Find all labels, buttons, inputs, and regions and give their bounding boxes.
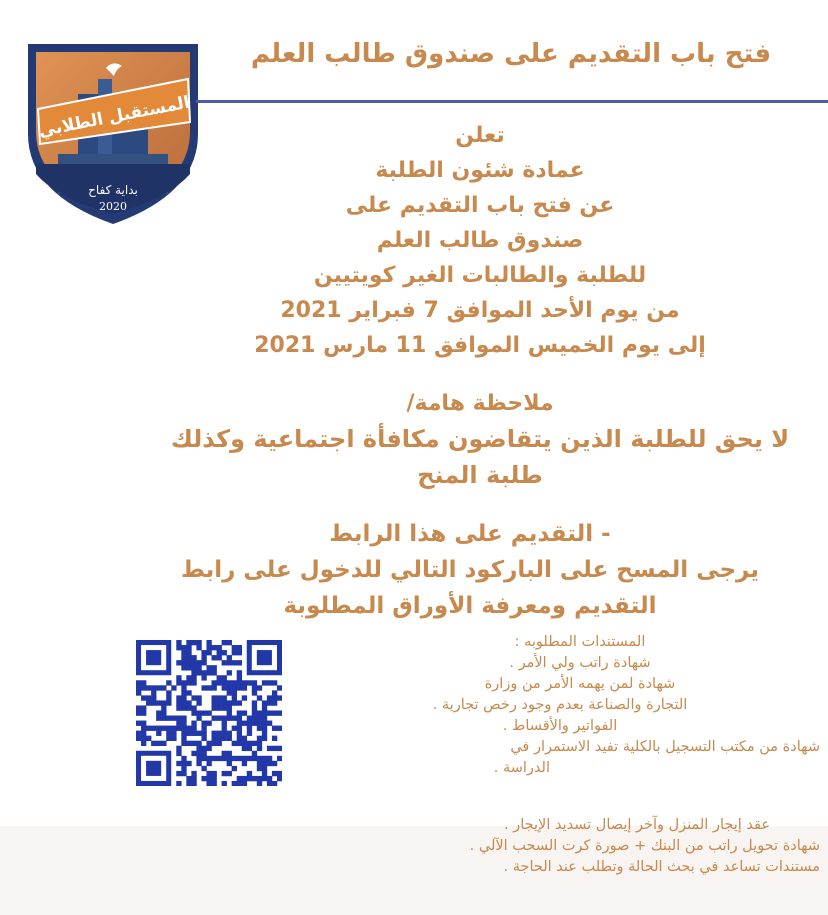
divider-line: [196, 100, 828, 103]
note-body: [150, 421, 810, 493]
apply-instructions: [120, 516, 820, 624]
announcement-line: إلى يوم الخميس الموافق 11 مارس 2021: [254, 333, 706, 358]
documents-list: [300, 632, 820, 779]
announcement-line: للطلبة والطالبات الغير كويتيين: [313, 263, 647, 288]
announcement-line: صندوق طالب العلم: [376, 228, 584, 253]
logo-slogan: بداية كفاح: [88, 183, 138, 197]
note-heading: ملاحظة هامة/: [406, 391, 554, 416]
documents-list-continued: [300, 815, 820, 878]
documents-item: الفواتير والأقساط .: [502, 718, 618, 734]
announcement-line: من يوم الأحد الموافق 7 فبراير 2021: [280, 298, 680, 323]
qr-code-icon[interactable]: [136, 640, 282, 786]
note-line: لا يحق للطلبة الذين يتقاضون مكافأة اجتماعية وكذلك: [170, 425, 790, 453]
documents-item: شهادة راتب ولي الأمر .: [509, 655, 651, 671]
apply-line: التقديم ومعرفة الأوراق المطلوبة: [283, 593, 657, 619]
page-title: فتح باب التقديم على صندوق طالب العلم: [250, 39, 772, 69]
logo-year: 2020: [99, 200, 127, 213]
apply-line: يرجى المسح على الباركود التالي للدخول على رابط: [181, 557, 759, 583]
announcement-block: [150, 118, 810, 363]
documents-heading: المستندات المطلوبه :: [514, 634, 646, 650]
documents-item: شهادة تحويل راتب من البنك + صورة كرت السحب الآلي .: [469, 838, 820, 854]
documents-item: الدراسة .: [493, 760, 550, 776]
logo-name: المستقبل الطلابي: [37, 92, 192, 142]
documents-item: شهادة لمن يهمه الأمر من وزارة: [484, 676, 676, 692]
documents-item: مستندات تساعد في بحث الحالة وتطلب عند الحاجة .: [503, 859, 820, 875]
announcement-line: عن فتح باب التقديم على: [345, 193, 615, 218]
announcement-line: عمادة شئون الطلبة: [375, 158, 585, 183]
documents-item: عقد إيجار المنزل وآخر إيصال تسديد الإيجار .: [504, 817, 770, 833]
announcement-line: تعلن: [455, 123, 505, 148]
apply-line: - التقديم على هذا الرابط: [329, 521, 611, 547]
note-line: طلبة المنح: [417, 461, 543, 489]
documents-item: التجارة والصناعة بعدم وجود رخص تجارية .: [432, 697, 688, 713]
documents-item: شهادة من مكتب التسجيل بالكلية تفيد الاستمرار في: [510, 739, 820, 755]
